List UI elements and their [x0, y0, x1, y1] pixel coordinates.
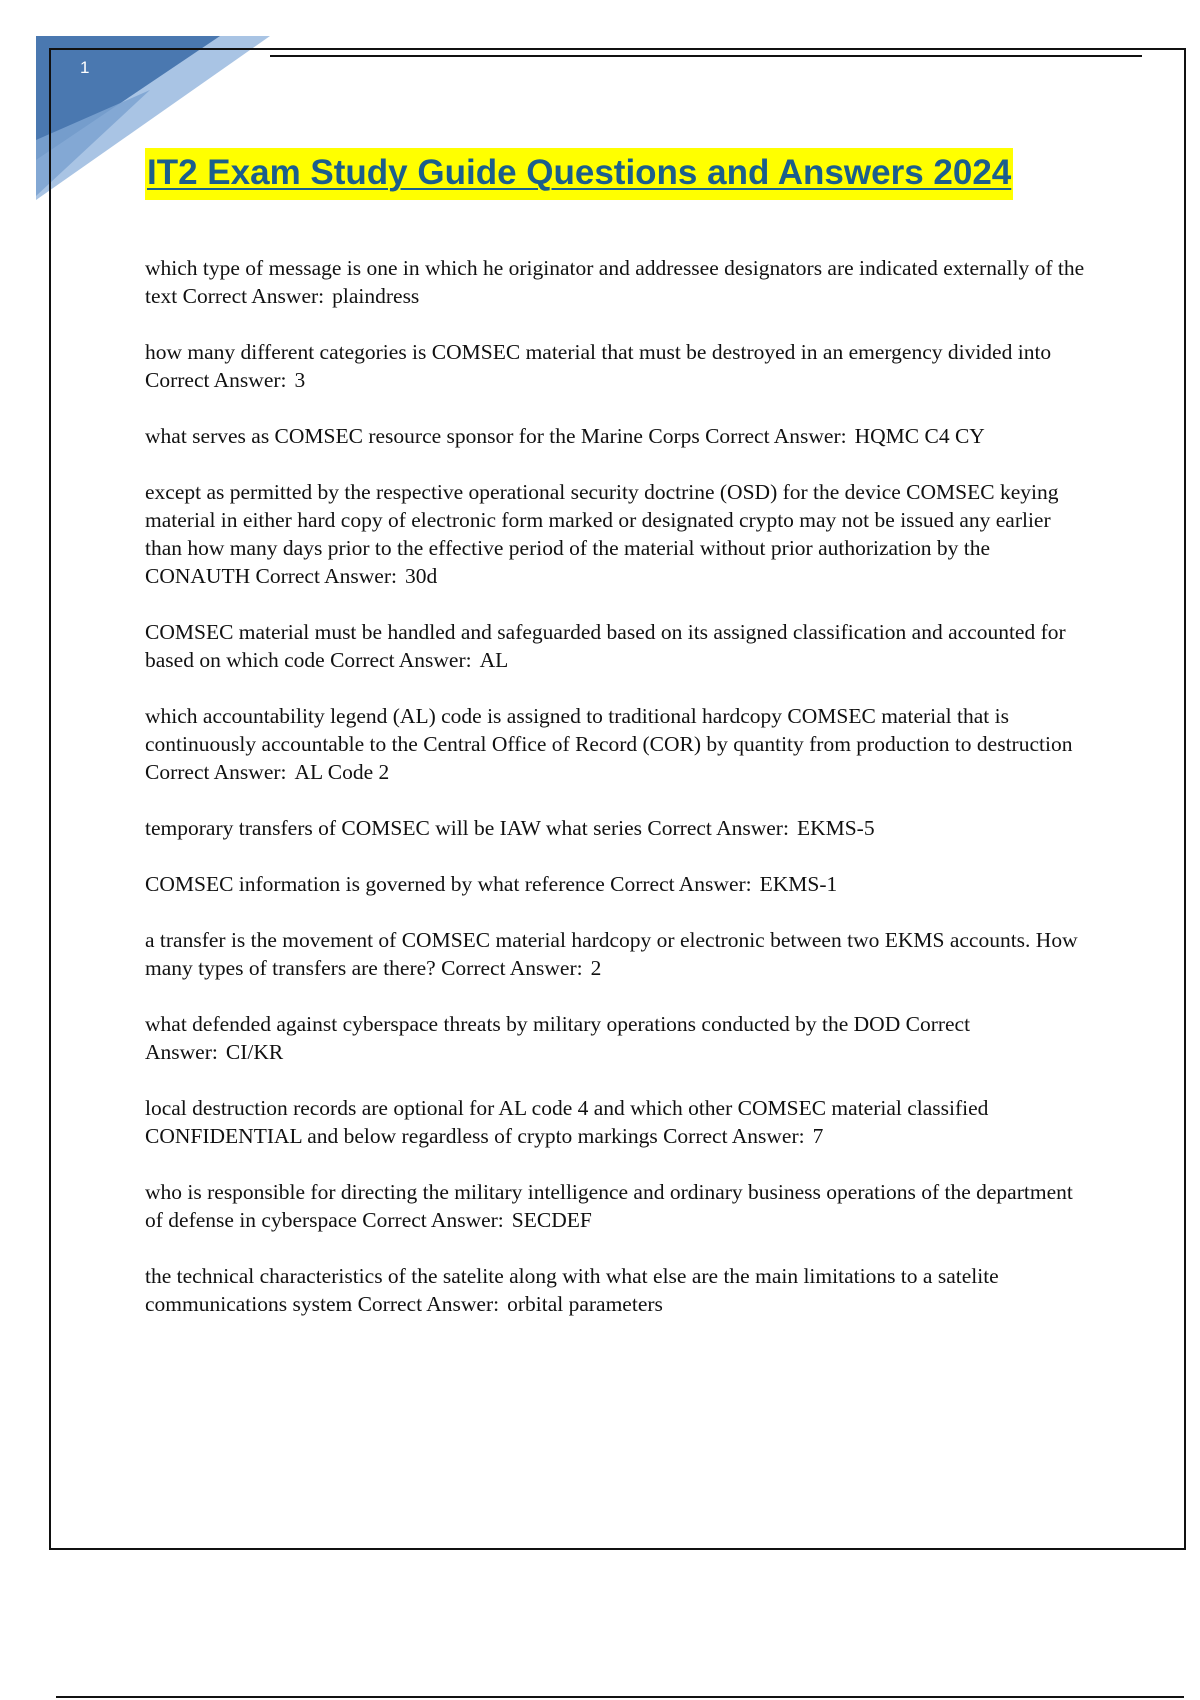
answer-text: orbital parameters	[507, 1292, 663, 1316]
answer-text: 2	[590, 956, 602, 980]
answer-text: EKMS-1	[759, 872, 838, 896]
qa-item	[145, 1262, 1085, 1318]
answer-text: 30d	[405, 564, 438, 588]
question-text: except as permitted by the respective operational security doctrine (OSD) for the device COMSEC keying material in either hard copy of electronic form marked or designated crypto may not be issued any earlier than how many days prior to the effective period of the material without prior authorization by the CONAUTH Correct Answer:	[145, 480, 1059, 588]
qa-list	[145, 254, 1085, 1346]
question-text: which accountability legend (AL) code is assigned to traditional hardcopy COMSEC material that is continuously accountable to the Central Office of Record (COR) by quantity from production to destruction Correct Answer:	[145, 704, 1073, 784]
question-text: how many different categories is COMSEC material that must be destroyed in an emergency divided into Correct Answer:	[145, 340, 1052, 392]
qa-item	[145, 1178, 1085, 1234]
qa-item	[145, 338, 1085, 394]
question-text: COMSEC material must be handled and safeguarded based on its assigned classification and accounted for based on which code Correct Answer:	[145, 620, 1066, 672]
qa-item	[145, 702, 1085, 786]
answer-text: AL Code 2	[294, 760, 390, 784]
question-text: who is responsible for directing the military intelligence and ordinary business operations of the department of defense in cyberspace Correct Answer:	[145, 1180, 1073, 1232]
question-text: which type of message is one in which he originator and addressee designators are indicated externally of the text Correct Answer:	[145, 256, 1085, 308]
question-text: what defended against cyberspace threats by military operations conducted by the DOD Correct Answer:	[145, 1012, 971, 1064]
document-title: IT2 Exam Study Guide Questions and Answers 2024	[145, 148, 1013, 200]
question-text: what serves as COMSEC resource sponsor for the Marine Corps Correct Answer:	[145, 424, 847, 448]
answer-text: EKMS-5	[796, 816, 875, 840]
answer-text: plaindress	[332, 284, 420, 308]
qa-item	[145, 618, 1085, 674]
page-number: 1	[80, 58, 90, 77]
title-container	[145, 148, 1089, 200]
question-text: temporary transfers of COMSEC will be IAW what series Correct Answer:	[145, 816, 789, 840]
footer-rule	[56, 1696, 1184, 1698]
answer-text: CI/KR	[225, 1040, 284, 1064]
answer-text: SECDEF	[511, 1208, 592, 1232]
qa-item	[145, 1094, 1085, 1150]
qa-item	[145, 926, 1085, 982]
question-text: a transfer is the movement of COMSEC material hardcopy or electronic between two EKMS accounts. How many types of transfers are there? Correct Answer:	[145, 928, 1078, 980]
answer-text: AL	[479, 648, 509, 672]
question-text: COMSEC information is governed by what reference Correct Answer:	[145, 872, 752, 896]
answer-text: HQMC C4 CY	[854, 424, 985, 448]
qa-item	[145, 870, 1085, 898]
question-text: local destruction records are optional for AL code 4 and which other COMSEC material classified CONFIDENTIAL and below regardless of crypto markings Correct Answer:	[145, 1096, 989, 1148]
qa-item	[145, 1010, 1085, 1066]
qa-item	[145, 814, 1085, 842]
answer-text: 7	[812, 1124, 824, 1148]
qa-item	[145, 478, 1085, 590]
question-text: the technical characteristics of the satelite along with what else are the main limitations to a satelite communications system Correct Answer:	[145, 1264, 999, 1316]
qa-item	[145, 254, 1085, 310]
answer-text: 3	[294, 368, 306, 392]
qa-item	[145, 422, 1085, 450]
